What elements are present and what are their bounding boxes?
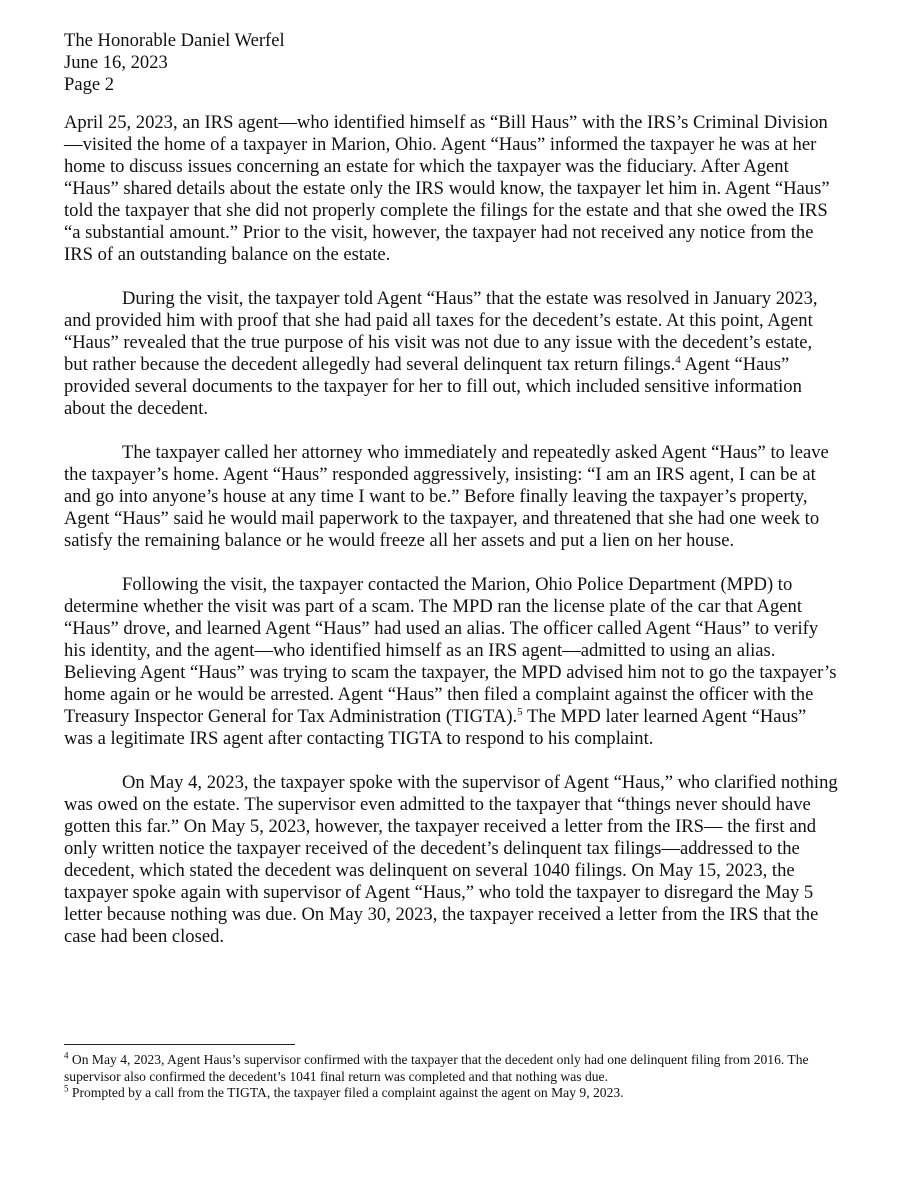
footnote-number: 5 — [64, 1083, 69, 1094]
paragraph-text: April 25, 2023, an IRS agent—who identified himself as “Bill Haus” with the IRS’s Criminal Division—visited the home of a taxpayer in Marion, Ohio. Agent “Haus” informed the taxpayer he was at her home to discuss issues concerning an estate for which the taxpayer was the fiduciary. After Agent “Haus” shared details about the estate only the IRS would know, the taxpayer let him in. Agent “Haus” told the taxpayer that she did not properly complete the filings for the estate and that she owed the IRS “a substantial amount.” Prior to the visit, however, the taxpayer had not received any notice from the IRS of an outstanding balance on the estate. — [64, 112, 830, 265]
paragraph-5 — [64, 772, 839, 948]
footnote-number: 4 — [64, 1050, 69, 1061]
footnote-ref-5[interactable]: 5 — [517, 705, 523, 718]
letter-header — [64, 30, 839, 96]
footnote-4 — [64, 1052, 839, 1085]
page-number: Page 2 — [64, 74, 115, 95]
paragraph-3 — [64, 442, 839, 552]
footnote-text: Prompted by a call from the TIGTA, the taxpayer filed a complaint against the agent on May 9, 2023. — [68, 1085, 624, 1101]
footnote-5 — [64, 1085, 839, 1102]
recipient-line: The Honorable Daniel Werfel — [64, 30, 285, 51]
paragraph-2 — [64, 288, 839, 420]
paragraph-text: The MPD later learned Agent “Haus” was a legitimate IRS agent after contacting TIGTA to respond to his complaint. — [64, 706, 807, 749]
paragraph-text: On May 4, 2023, the taxpayer spoke with the supervisor of Agent “Haus,” who clarified nothing was owed on the estate. The supervisor even admitted to the taxpayer that “things never should have gotten this far.” On May 5, 2023, however, the taxpayer received a letter from the IRS— the first and only written notice the taxpayer received of the decedent’s delinquent tax filings—addressed to the decedent, which stated the decedent was delinquent on several 1040 filings. On May 15, 2023, the taxpayer spoke again with supervisor of Agent “Haus,” who told the taxpayer to disregard the May 5 letter because nothing was due. On May 30, 2023, the taxpayer received a letter from the IRS that the case had been closed. — [64, 772, 838, 947]
letter-page — [64, 30, 839, 970]
paragraph-text: Agent “Haus” provided several documents to the taxpayer for her to fill out, which included sensitive information about the decedent. — [64, 354, 802, 419]
paragraph-4 — [64, 574, 839, 750]
paragraph-1 — [64, 112, 839, 266]
paragraph-text: The taxpayer called her attorney who immediately and repeatedly asked Agent “Haus” to leave the taxpayer’s home. Agent “Haus” responded aggressively, insisting: “I am an IRS agent, I can be at and go into anyone’s house at any time I want to be.” Before finally leaving the taxpayer’s property, Agent “Haus” said he would mail paperwork to the taxpayer, and threatened that she had one week to satisfy the remaining balance or he would freeze all her assets and put a lien on her house. — [64, 442, 829, 551]
footnote-divider — [64, 1044, 295, 1045]
footnote-text: On May 4, 2023, Agent Haus’s supervisor confirmed with the taxpayer that the decedent only had one delinquent filing from 2016. The supervisor also confirmed the decedent’s 1041 final return was completed and that nothing was due. — [64, 1052, 809, 1084]
paragraph-text: During the visit, the taxpayer told Agent “Haus” that the estate was resolved in January 2023, and provided him with proof that she had paid all taxes for the decedent’s estate. At this point, Agent “Haus” revealed that the true purpose of his visit was not due to any issue with the decedent’s estate, but rather because the decedent allegedly had several delinquent tax return filings. — [64, 288, 818, 375]
date-line: June 16, 2023 — [64, 52, 168, 73]
footnotes-section — [64, 1052, 839, 1102]
footnote-ref-4[interactable]: 4 — [675, 353, 681, 366]
paragraph-text: Following the visit, the taxpayer contacted the Marion, Ohio Police Department (MPD) to determine whether the visit was part of a scam. The MPD ran the license plate of the car that Agent “Haus” drove, and learned Agent “Haus” had used an alias. The officer called Agent “Haus” to verify his identity, and the agent—who identified himself as an IRS agent—admitted to using an alias. Believing Agent “Haus” was trying to scam the taxpayer, the MPD advised him not to go the taxpayer’s home again or he would be arrested. Agent “Haus” then filed a complaint against the officer with the Treasury Inspector General for Tax Administration (TIGTA). — [64, 574, 837, 727]
